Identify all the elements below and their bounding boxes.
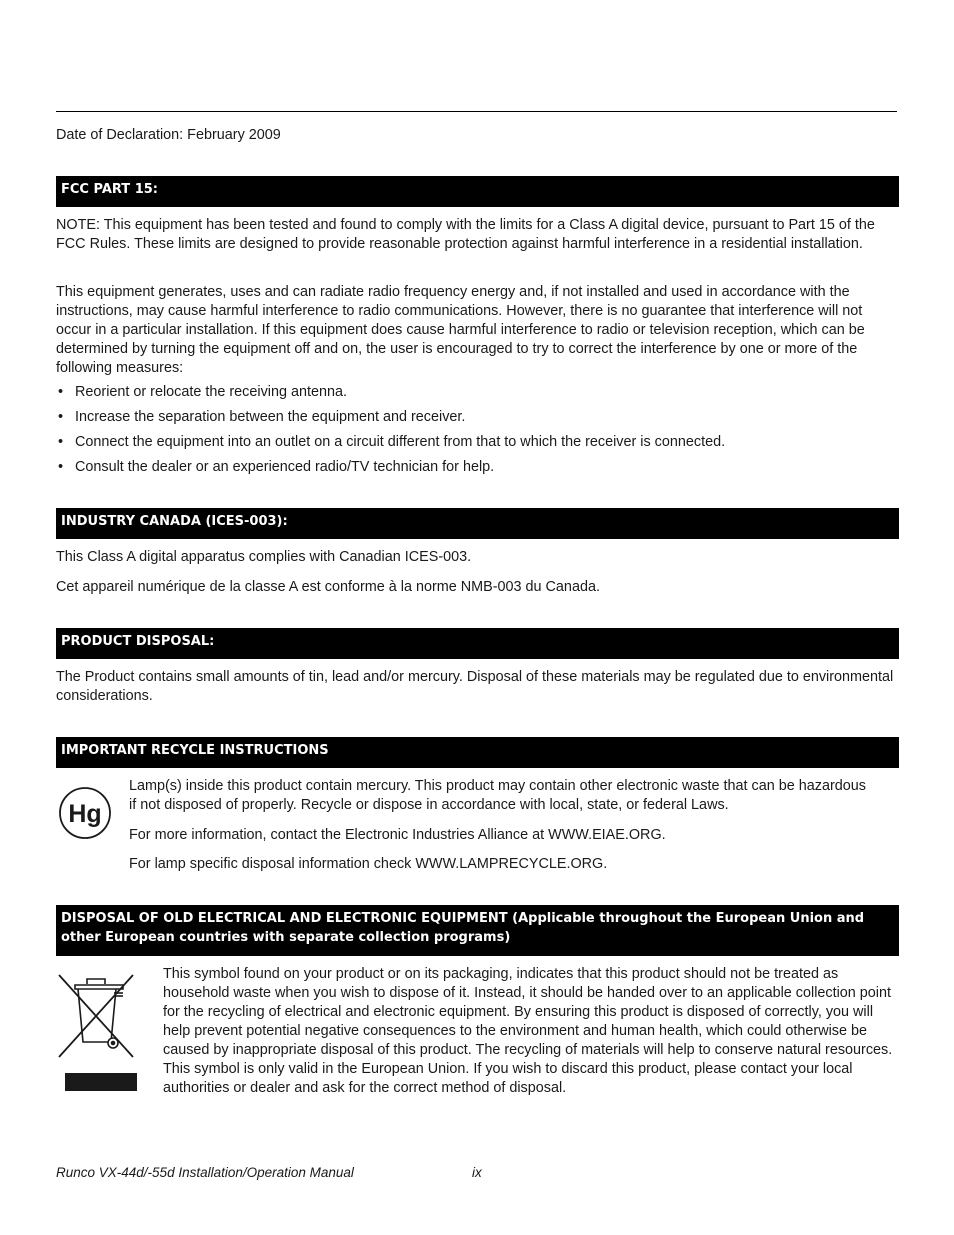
- weee-paragraph: This symbol found on your product or on its packaging, indicates that this product should not be treated as household waste when you wish to dispose of it. Instead, it should be handed over to an applicable collection point for the recycling of electrical and electronic equipment. By ensuring this product is disposed of correctly, you will help prevent potential negative consequences to the environment and human health, which could otherwise be caused by inappropriate disposal of this product. The recycling of materials will help to conserve natural resources. This symbol is only valid in the European Union. If you wish to discard this product, please contact your local authorities or dealer and ask for the correct method of disposal.: [163, 966, 893, 1096]
- section-heading-recycle: IMPORTANT RECYCLE INSTRUCTIONS: [56, 737, 899, 768]
- fcc-interference-paragraph: This equipment generates, uses and can radiate radio frequency energy and, if not installed and used in accordance with the instructions, may cause harmful interference to radio communications. However, there is no guarantee that interference will not occur in a particular installation. If this equipment does cause harmful interference to radio or television reception, which can be determined by turning the equipment off and on, the user is encouraged to try to correct the interference by one or more of the following measures:: [56, 284, 865, 376]
- crossed-out-wheelie-bin-icon: [57, 970, 137, 1092]
- section-heading-weee: [56, 905, 899, 956]
- mercury-hg-circle-icon: [58, 786, 112, 840]
- recycle-mercury-paragraph: Lamp(s) inside this product contain mercury. This product may contain other electronic waste that can be hazardous if not disposed of properly. Recycle or dispose in accordance with local, state, or federal Laws.: [129, 778, 866, 813]
- footer-page-number: ix: [472, 1165, 482, 1180]
- disposal-paragraph: The Product contains small amounts of tin, lead and/or mercury. Disposal of these materials may be regulated due to environmental considerations.: [56, 669, 894, 704]
- section-heading-product-disposal: PRODUCT DISPOSAL:: [56, 628, 899, 659]
- weee-heading-rest: (Applicable throughout the European Union and other European countries with separate collection programs): [61, 911, 865, 945]
- list-item-text: Connect the equipment into an outlet on a circuit different from that to which the receiver is connected.: [75, 434, 726, 450]
- recycle-lamprecycle-paragraph: For lamp specific disposal information check WWW.LAMPRECYCLE.ORG.: [129, 856, 608, 872]
- weee-heading-bold: DISPOSAL OF OLD ELECTRICAL AND ELECTRONIC EQUIPMENT: [61, 911, 508, 926]
- list-item-text: Increase the separation between the equipment and receiver.: [75, 409, 466, 425]
- list-item-text: Reorient or relocate the receiving antenna.: [75, 384, 347, 400]
- fcc-note-paragraph: NOTE: This equipment has been tested and found to comply with the limits for a Class A digital device, pursuant to Part 15 of the FCC Rules. These limits are designed to provide reasonable protection against harmful interference in a residential installation.: [56, 217, 875, 252]
- declaration-date: Date of Declaration: February 2009: [56, 127, 281, 143]
- recycle-eiae-paragraph: For more information, contact the Electronic Industries Alliance at WWW.EIAE.ORG.: [129, 827, 666, 843]
- canada-french-paragraph: Cet appareil numérique de la classe A est conforme à la norme NMB-003 du Canada.: [56, 579, 600, 595]
- list-item-text: Consult the dealer or an experienced radio/TV technician for help.: [75, 459, 495, 475]
- section-heading-industry-canada: INDUSTRY CANADA (ICES-003):: [56, 508, 899, 539]
- header-rule: [56, 111, 897, 112]
- footer-manual-title: Runco VX-44d/-55d Installation/Operation Manual: [56, 1165, 354, 1180]
- mercury-icon-label: Hg: [68, 800, 102, 828]
- section-heading-fcc: FCC PART 15:: [56, 176, 899, 207]
- canada-english-paragraph: This Class A digital apparatus complies with Canadian ICES-003.: [56, 549, 472, 565]
